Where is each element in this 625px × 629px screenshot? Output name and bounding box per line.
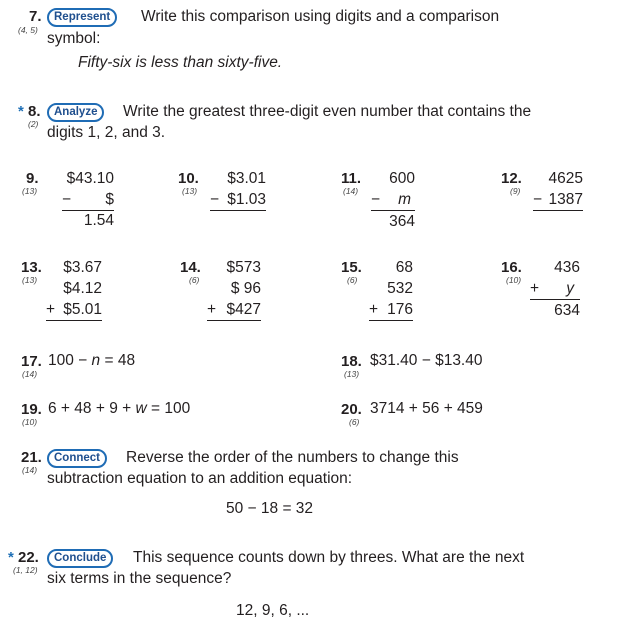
minus-sign: − [62,191,72,208]
problem-7-number: 7. [29,8,42,25]
problem-15-a: 68 [395,259,413,276]
problem-11-variable: m [398,191,411,208]
problem-12-bottom: 1387 [548,191,583,208]
problem-22-number: 22. [18,549,39,566]
problem-19-lhs: 6 + 48 + 9 + [48,400,136,417]
problem-13-c: $5.01 [63,301,102,318]
analyze-badge: Analyze [47,103,104,122]
problem-7-quote: Fifty-six is less than sixty-five. [78,54,283,71]
plus-sign: + [46,301,56,318]
problem-17-lhs: 100 − [48,352,92,369]
problem-13-a: $3.67 [63,259,102,276]
problem-17-variable: n [91,352,101,369]
plus-sign: + [369,301,379,318]
problem-20-number: 20. [341,401,362,418]
problem-21-equation: 50 − 18 = 32 [226,500,314,517]
represent-badge: Represent [47,8,117,27]
minus-sign: − [371,191,381,208]
problem-22-line1: This sequence counts down by threes. What are the next [133,549,525,566]
problem-8-badge [47,102,104,122]
problem-9-bottom-row [62,189,114,229]
problem-16-variable: y [566,280,574,297]
problem-14-b: $ 96 [230,280,261,297]
problem-16-result: 634 [554,302,580,319]
problem-8-line2: digits 1, 2, and 3. [47,124,166,141]
problem-10-bottom-row [210,189,266,211]
problem-21-number: 21. [21,449,42,466]
problem-13-b: $4.12 [63,280,102,297]
problem-10-lesson-ref: (13) [182,186,198,196]
problem-22-lesson-ref: (1, 12) [13,565,38,575]
problem-17-number: 17. [21,353,42,370]
problem-22-star: * [8,549,14,566]
conclude-badge: Conclude [47,549,113,568]
problem-9-lesson-ref: (13) [22,186,38,196]
problem-21-line2: subtraction equation to an addition equation: [47,470,353,487]
problem-9-stack [62,168,114,229]
problem-9-number: 9. [26,170,39,187]
problem-10-bottom: $1.03 [227,191,266,208]
problem-18-lesson-ref: (13) [344,369,360,379]
problem-22-line2: six terms in the sequence? [47,570,232,587]
problem-10-top: $3.01 [227,170,266,187]
problem-8-line1: Write the greatest three-digit even number that contains the [123,103,532,120]
problem-10-number: 10. [178,170,199,187]
problem-16-number: 16. [501,259,522,276]
problem-21-line1: Reverse the order of the numbers to change this [126,449,459,466]
problem-14-c: $427 [226,301,261,318]
problem-22-sequence: 12, 9, 6, ... [236,602,310,619]
problem-7-badge [47,7,117,27]
problem-15-c: 176 [387,301,413,318]
problem-19-equation [48,400,190,418]
problem-20-lesson-ref: (6) [349,417,360,427]
minus-sign: − [533,191,543,208]
problem-16-stack [530,257,580,321]
problem-12-number: 12. [501,170,522,187]
plus-sign: + [207,301,217,318]
problem-11-lesson-ref: (14) [343,186,359,196]
problem-9-top: $43.10 [66,170,114,187]
problem-11-stack [371,168,415,232]
problem-19-number: 19. [21,401,42,418]
problem-11-result: 364 [389,213,415,230]
problem-15-b: 532 [387,280,413,297]
problem-22-badge [47,548,113,568]
problem-8-lesson-ref: (2) [28,119,39,129]
plus-sign: + [530,280,540,297]
problem-9-bottom: $ 1.54 [83,191,114,229]
problem-12-stack [533,168,583,211]
problem-14-number: 14. [180,259,201,276]
problem-13-c-row [46,299,102,321]
problem-7-line2: symbol: [47,30,101,47]
problem-13-stack [46,257,102,321]
problem-16-a: 436 [554,259,580,276]
problem-15-number: 15. [341,259,362,276]
problem-15-lesson-ref: (6) [347,275,358,285]
problem-14-stack [207,257,261,321]
problem-10-stack [210,168,266,211]
problem-13-lesson-ref: (13) [22,275,38,285]
problem-19-rhs: = 100 [146,400,191,417]
problem-12-top: 4625 [548,170,583,187]
problem-21-lesson-ref: (14) [22,465,38,475]
problem-11-number: 11. [341,170,362,187]
problem-12-bottom-row [533,189,583,211]
problem-12-lesson-ref: (9) [510,186,521,196]
problem-14-a: $573 [226,259,261,276]
problem-19-lesson-ref: (10) [22,417,38,427]
problem-18-expression: $31.40 − $13.40 [370,352,483,369]
problem-13-number: 13. [21,259,42,276]
problem-21-badge [47,448,107,468]
minus-sign: − [210,191,220,208]
connect-badge: Connect [47,449,107,468]
problem-14-c-row [207,299,261,321]
problem-11-top: 600 [389,170,415,187]
problem-17-equation [48,352,135,370]
problem-7-line1: Write this comparison using digits and a comparison [141,8,500,25]
problem-14-lesson-ref: (6) [189,275,200,285]
problem-16-lesson-ref: (10) [506,275,522,285]
problem-15-c-row [369,299,413,321]
problem-16-b-row [530,278,580,300]
problem-8-star: * [18,103,24,120]
problem-18-number: 18. [341,353,362,370]
problem-15-stack [369,257,413,321]
problem-19-variable: w [135,400,147,417]
problem-8-number: 8. [28,103,41,120]
problem-17-lesson-ref: (14) [22,369,38,379]
problem-20-expression: 3714 + 56 + 459 [370,400,483,417]
problem-11-bottom-row [371,189,415,211]
problem-17-rhs: = 48 [100,352,136,369]
problem-7-lesson-ref: (4, 5) [18,25,38,35]
